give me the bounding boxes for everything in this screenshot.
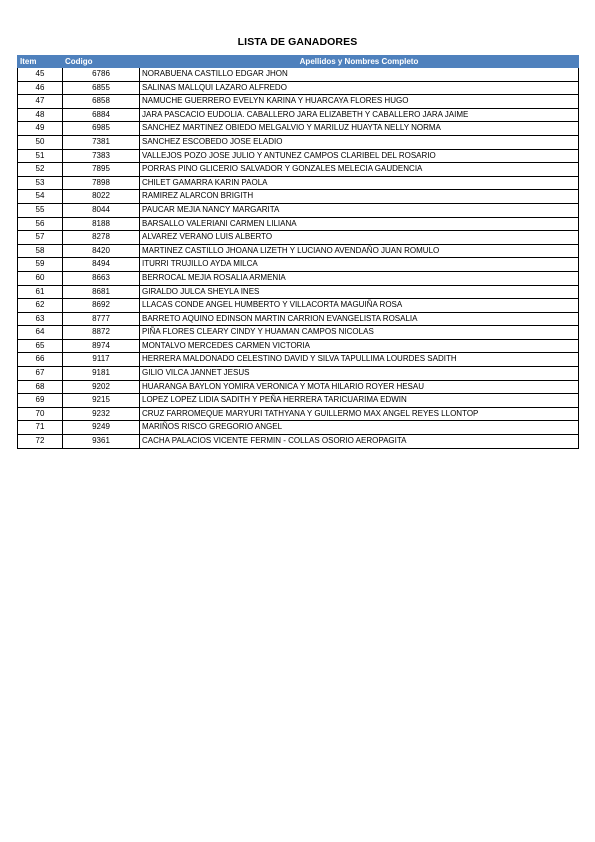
cell-name: SANCHEZ ESCOBEDO JOSE ELADIO (140, 135, 579, 149)
cell-code: 8188 (63, 217, 140, 231)
table-row (18, 203, 579, 217)
cell-item: 71 (18, 421, 63, 435)
cell-item: 66 (18, 353, 63, 367)
cell-name: MARIÑOS RISCO GREGORIO ANGEL (140, 421, 579, 435)
table-row (18, 285, 579, 299)
cell-item: 50 (18, 135, 63, 149)
cell-item: 61 (18, 285, 63, 299)
cell-item: 59 (18, 258, 63, 272)
cell-name: NORABUENA CASTILLO EDGAR JHON (140, 68, 579, 82)
cell-item: 58 (18, 244, 63, 258)
cell-code: 7898 (63, 176, 140, 190)
table-row (18, 299, 579, 313)
table-row (18, 326, 579, 340)
cell-item: 69 (18, 394, 63, 408)
table-row (18, 271, 579, 285)
cell-name: ALVAREZ VERANO LUIS ALBERTO (140, 231, 579, 245)
cell-item: 54 (18, 190, 63, 204)
cell-name: MARTINEZ CASTILLO JHOANA LIZETH Y LUCIANO AVENDAÑO JUAN ROMULO (140, 244, 579, 258)
cell-code: 8663 (63, 271, 140, 285)
table-row (18, 217, 579, 231)
cell-name: PIÑA FLORES CLEARY CINDY Y HUAMAN CAMPOS NICOLAS (140, 326, 579, 340)
cell-code: 8494 (63, 258, 140, 272)
cell-item: 72 (18, 435, 63, 449)
cell-name: RAMIREZ ALARCON BRIGITH (140, 190, 579, 204)
cell-item: 53 (18, 176, 63, 190)
cell-code: 6786 (63, 68, 140, 82)
cell-item: 64 (18, 326, 63, 340)
cell-code: 9215 (63, 394, 140, 408)
cell-item: 60 (18, 271, 63, 285)
cell-item: 46 (18, 81, 63, 95)
cell-name: VALLEJOS POZO JOSE JULIO Y ANTUNEZ CAMPOS CLARIBEL DEL ROSARIO (140, 149, 579, 163)
table-row (18, 231, 579, 245)
cell-code: 6884 (63, 108, 140, 122)
cell-item: 49 (18, 122, 63, 136)
table-row (18, 122, 579, 136)
cell-code: 8681 (63, 285, 140, 299)
cell-name: CRUZ FARROMEQUE MARYURI TATHYANA Y GUILLERMO MAX ANGEL REYES LLONTOP (140, 407, 579, 421)
cell-code: 6985 (63, 122, 140, 136)
cell-code: 8872 (63, 326, 140, 340)
cell-name: HERRERA MALDONADO CELESTINO DAVID Y SILVA TAPULLIMA LOURDES SADITH (140, 353, 579, 367)
cell-code: 9232 (63, 407, 140, 421)
cell-name: MONTALVO MERCEDES CARMEN VICTORIA (140, 339, 579, 353)
cell-item: 56 (18, 217, 63, 231)
table-row (18, 190, 579, 204)
cell-item: 51 (18, 149, 63, 163)
cell-name: PAUCAR MEJIA NANCY MARGARITA (140, 203, 579, 217)
cell-code: 8022 (63, 190, 140, 204)
column-header-item: Item (18, 56, 63, 68)
cell-name: GIRALDO JULCA SHEYLA INES (140, 285, 579, 299)
cell-code: 8420 (63, 244, 140, 258)
cell-name: BARSALLO VALERIANI CARMEN LILIANA (140, 217, 579, 231)
cell-name: LOPEZ LOPEZ LIDIA SADITH Y PEÑA HERRERA TARICUARIMA EDWIN (140, 394, 579, 408)
table-row (18, 135, 579, 149)
cell-item: 62 (18, 299, 63, 313)
cell-item: 65 (18, 339, 63, 353)
cell-code: 8278 (63, 231, 140, 245)
cell-name: JARA PASCACIO EUDOLIA. CABALLERO JARA ELIZABETH Y CABALLERO JARA JAIME (140, 108, 579, 122)
cell-item: 57 (18, 231, 63, 245)
cell-name: BARRETO AQUINO EDINSON MARTIN CARRION EVANGELISTA ROSALIA (140, 312, 579, 326)
cell-code: 9181 (63, 367, 140, 381)
table-row (18, 149, 579, 163)
cell-code: 6855 (63, 81, 140, 95)
cell-code: 9249 (63, 421, 140, 435)
cell-code: 7895 (63, 163, 140, 177)
table-row (18, 258, 579, 272)
table-row (18, 244, 579, 258)
page-title: LISTA DE GANADORES (237, 36, 358, 48)
cell-code: 7383 (63, 149, 140, 163)
cell-item: 70 (18, 407, 63, 421)
table-header-row (18, 56, 579, 68)
cell-name: CHILET GAMARRA KARIN PAOLA (140, 176, 579, 190)
table-row (18, 108, 579, 122)
table-row (18, 339, 579, 353)
cell-code: 9202 (63, 380, 140, 394)
table-row (18, 163, 579, 177)
cell-item: 67 (18, 367, 63, 381)
cell-code: 8974 (63, 339, 140, 353)
table-body (18, 68, 579, 449)
cell-name: LLACAS CONDE ANGEL HUMBERTO Y VILLACORTA MAGUIÑA ROSA (140, 299, 579, 313)
cell-name: HUARANGA BAYLON YOMIRA VERONICA Y MOTA HILARIO ROYER HESAU (140, 380, 579, 394)
table-row (18, 95, 579, 109)
cell-name: NAMUCHE GUERRERO EVELYN KARINA Y HUARCAYA FLORES HUGO (140, 95, 579, 109)
cell-item: 52 (18, 163, 63, 177)
cell-name: GILIO VILCA JANNET JESUS (140, 367, 579, 381)
table-row (18, 407, 579, 421)
table-row (18, 68, 579, 82)
table-row (18, 353, 579, 367)
cell-name: PORRAS PINO GLICERIO SALVADOR Y GONZALES MELECIA GAUDENCIA (140, 163, 579, 177)
cell-code: 8044 (63, 203, 140, 217)
cell-name: BERROCAL MEJIA ROSALIA ARMENIA (140, 271, 579, 285)
cell-code: 6858 (63, 95, 140, 109)
cell-item: 63 (18, 312, 63, 326)
cell-item: 68 (18, 380, 63, 394)
cell-code: 9117 (63, 353, 140, 367)
table-row (18, 435, 579, 449)
cell-code: 8777 (63, 312, 140, 326)
table-row (18, 81, 579, 95)
cell-name: CACHA PALACIOS VICENTE FERMIN - COLLAS OSORIO AEROPAGITA (140, 435, 579, 449)
cell-code: 8692 (63, 299, 140, 313)
table-row (18, 312, 579, 326)
table-row (18, 421, 579, 435)
table-row (18, 176, 579, 190)
cell-item: 48 (18, 108, 63, 122)
cell-item: 55 (18, 203, 63, 217)
cell-name: SALINAS MALLQUI LAZARO ALFREDO (140, 81, 579, 95)
table-row (18, 380, 579, 394)
column-header-code: Codigo (63, 56, 140, 68)
cell-name: SANCHEZ MARTINEZ OBIEDO MELGALVIO Y MARILUZ HUAYTA NELLY NORMA (140, 122, 579, 136)
cell-name: ITURRI TRUJILLO AYDA MILCA (140, 258, 579, 272)
cell-code: 7381 (63, 135, 140, 149)
cell-code: 9361 (63, 435, 140, 449)
winners-table (17, 55, 579, 449)
cell-item: 47 (18, 95, 63, 109)
column-header-name: Apellidos y Nombres Completo (140, 56, 579, 68)
table-row (18, 367, 579, 381)
table-row (18, 394, 579, 408)
cell-item: 45 (18, 68, 63, 82)
